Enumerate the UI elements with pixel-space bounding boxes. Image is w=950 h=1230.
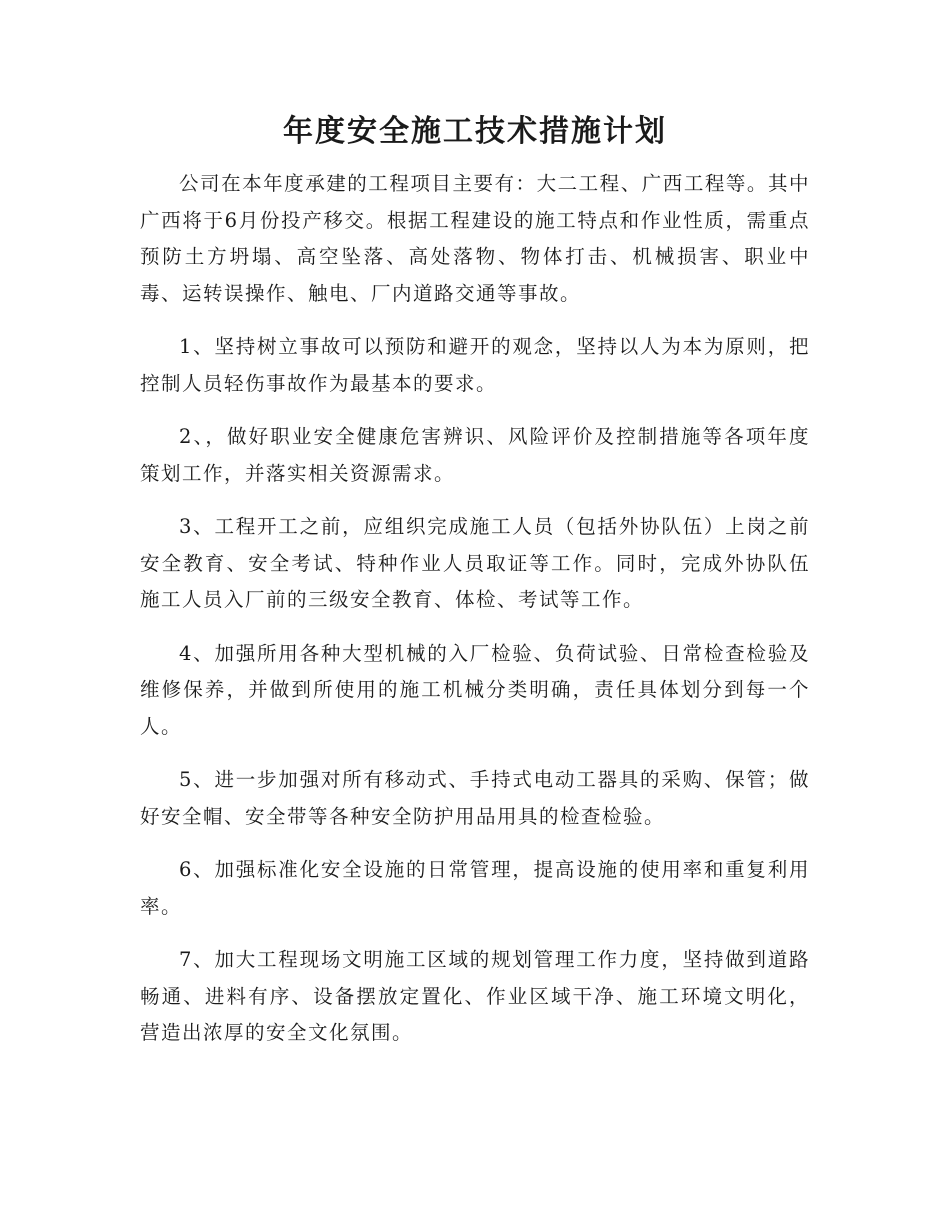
intro-paragraph: 公司在本年度承建的工程项目主要有：大二工程、广西工程等。其中广西将于6月份投产移交。根据工程建设的施工特点和作业性质，需重点预防土方坍塌、高空坠落、高处落物、物体打击、机械损害、职业中毒、运转误操作、触电、厂内道路交通等事故。 — [140, 172, 810, 305]
document-body — [140, 166, 810, 1069]
measure-paragraph-5: 5、进一步加强对所有移动式、手持式电动工器具的采购、保管；做好安全帽、安全带等各种安全防护用品用具的检查检验。 — [140, 768, 810, 828]
measure-paragraph-1: 1、坚持树立事故可以预防和避开的观念，坚持以人为本为原则，把控制人员轻伤事故作为最基本的要求。 — [140, 335, 810, 395]
measure-paragraph-2: 2、，做好职业安全健康危害辨识、风险评价及控制措施等各项年度策划工作，并落实相关资源需求。 — [140, 425, 810, 485]
measure-paragraph-7: 7、加大工程现场文明施工区域的规划管理工作力度，坚持做到道路畅通、进料有序、设备摆放定置化、作业区域干净、施工环境文明化，营造出浓厚的安全文化氛围。 — [140, 948, 810, 1044]
measure-paragraph-3: 3、工程开工之前，应组织完成施工人员（包括外协队伍）上岗之前安全教育、安全考试、特种作业人员取证等工作。同时，完成外协队伍施工人员入厂前的三级安全教育、体检、考试等工作。 — [140, 515, 810, 611]
measure-paragraph-6: 6、加强标准化安全设施的日常管理，提高设施的使用率和重复利用率。 — [140, 858, 810, 918]
measure-paragraph-4: 4、加强所用各种大型机械的入厂检验、负荷试验、日常检查检验及维修保养，并做到所使用的施工机械分类明确，责任具体划分到每一个人。 — [140, 641, 810, 738]
document-title: 年度安全施工技术措施计划 — [283, 114, 667, 149]
